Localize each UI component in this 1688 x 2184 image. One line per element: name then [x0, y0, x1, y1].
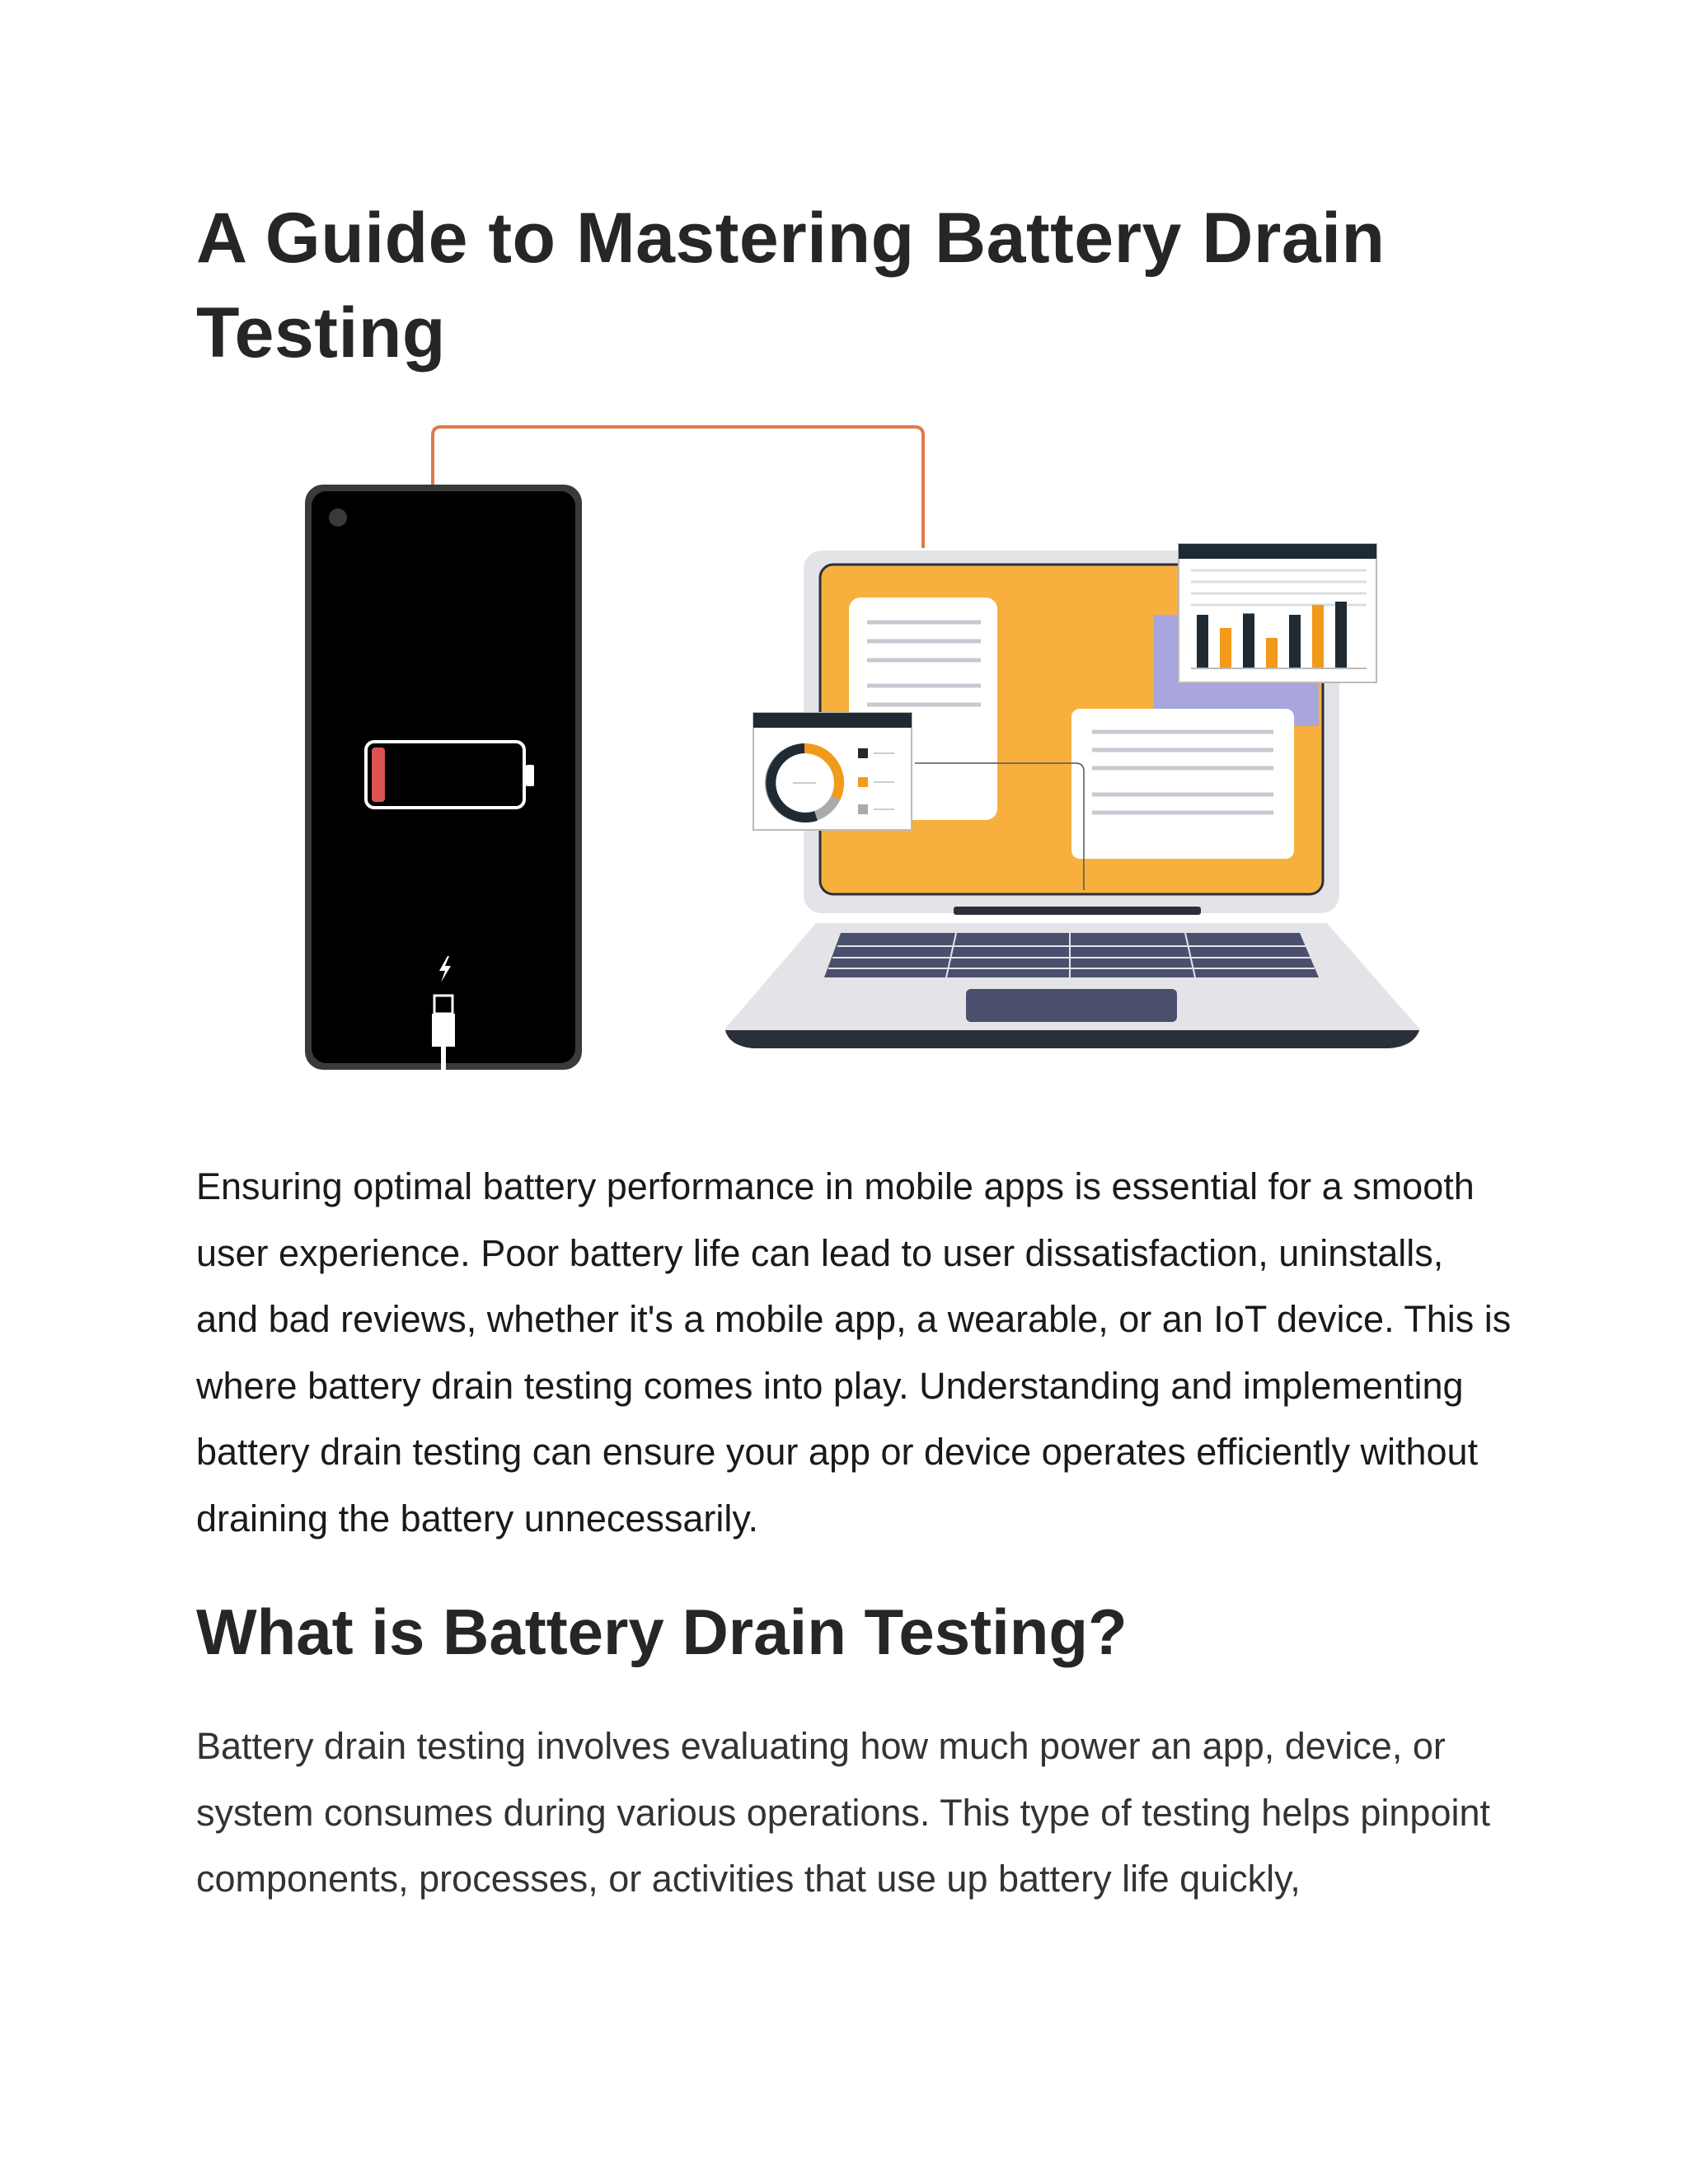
mini-chart-bar [1197, 615, 1208, 668]
hero-illustration [280, 412, 1434, 1096]
mini-chart-bar [1312, 605, 1324, 668]
mini-chart-bar [1335, 602, 1347, 668]
mini-chart-bar [1243, 613, 1254, 668]
document-card-right [1071, 709, 1294, 859]
phone-icon [305, 485, 582, 1071]
intro-paragraph: Ensuring optimal battery performance in mobile apps is essential for a smooth user experience. Poor battery life can lead to user dissatisfaction, uninstalls, and bad reviews, whether it's a mobile app, a wearable, or an IoT device. This is where battery drain testing comes into play. Understanding and implementing battery drain testing can ensure your app or device operates efficiently without draining the battery unnecessarily. [196, 1165, 1512, 1540]
section-heading: What is Battery Drain Testing? [196, 1596, 1128, 1668]
mini-chart-bar [1220, 628, 1231, 668]
section-paragraph: Battery drain testing involves evaluating how much power an app, device, or system consumes during various operations. This type of testing helps pinpoint components, processes, or activities that use up battery life quickly, [196, 1725, 1491, 1900]
keyboard [824, 933, 1319, 977]
bar-chart-card [1179, 544, 1376, 682]
mini-chart-bar [1266, 638, 1278, 668]
donut-chart-card [753, 713, 912, 830]
article-title: A Guide to Mastering Battery Drain Testing [196, 199, 1386, 373]
mini-chart-bar [1289, 615, 1301, 668]
